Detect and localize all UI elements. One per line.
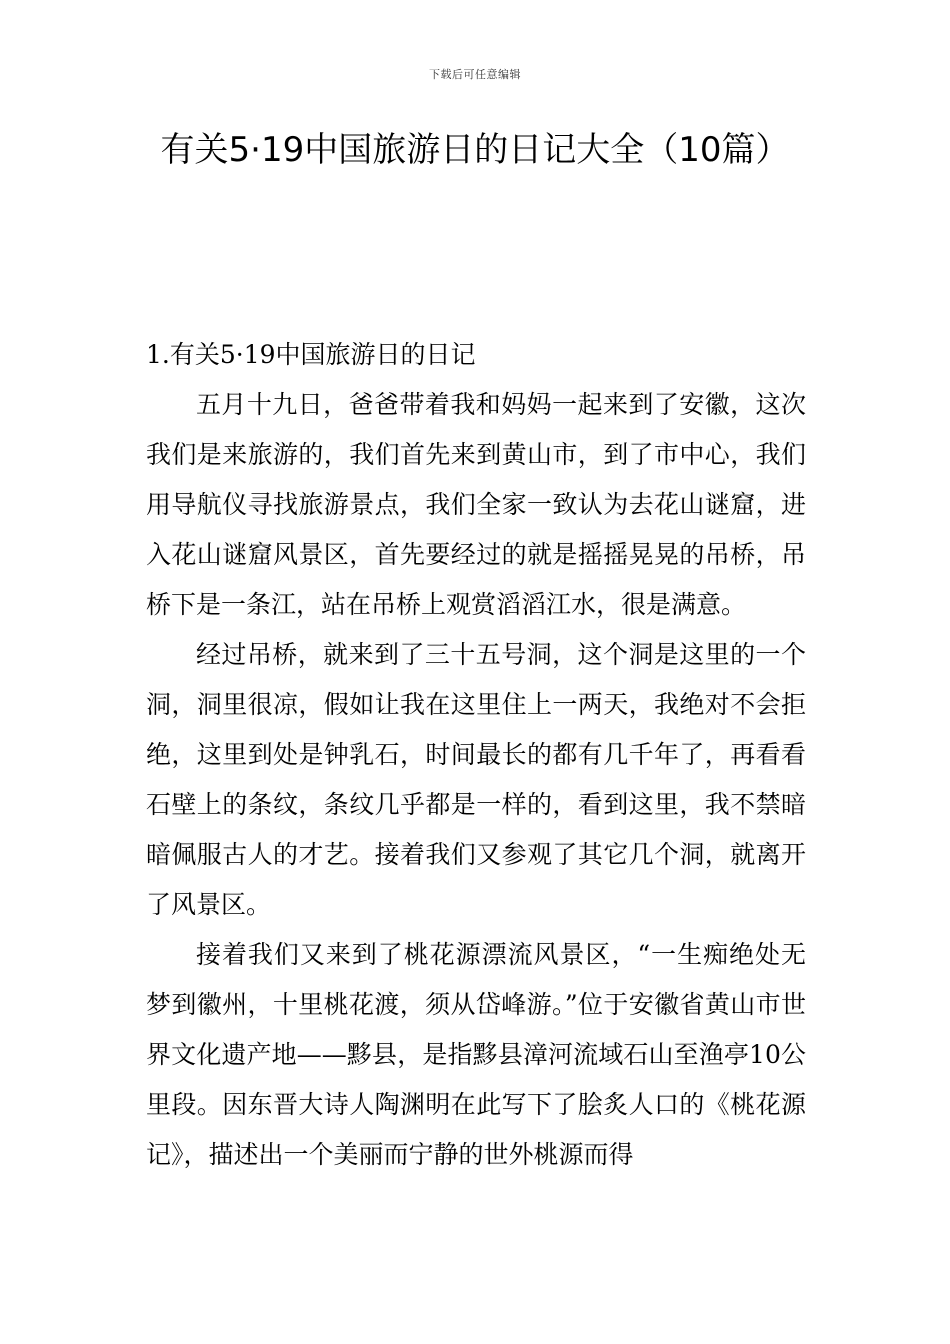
section-heading: 1.有关5·19中国旅游日的日记 bbox=[146, 340, 476, 369]
paragraph-2: 经过吊桥，就来到了三十五号洞，这个洞是这里的一个洞，洞里很凉，假如让我在这里住上一两天，我绝对不会拒绝，这里到处是钟乳石，时间最长的都有几千年了，再看看石壁上的条纹，条纹几乎都是一样的，看到这里，我不禁暗暗佩服古人的才艺。接着我们又参观了其它几个洞，就离开了风景区。 bbox=[146, 640, 806, 919]
header-note: 下载后可任意编辑 bbox=[429, 68, 521, 81]
document-title: 有关5·19中国旅游日的日记大全（10篇） bbox=[160, 130, 790, 170]
paragraph-3: 接着我们又来到了桃花源漂流风景区，“一生痴绝处无梦到徽州，十里桃花渡，须从岱峰游。”位于安徽省黄山市世界文化遗产地——黟县，是指黟县漳河流域石山至渔亭10公里段。因东晋大诗人陶渊明在此写下了脍炙人口的《桃花源记》，描述出一个美丽而宁静的世外桃源而得 bbox=[146, 940, 806, 1169]
paragraph-1: 五月十九日，爸爸带着我和妈妈一起来到了安徽，这次我们是来旅游的，我们首先来到黄山市，到了市中心，我们用导航仪寻找旅游景点，我们全家一致认为去花山谜窟，进入花山谜窟风景区，首先要经过的就是摇摇晃晃的吊桥，吊桥下是一条江，站在吊桥上观赏滔滔江水，很是满意。 bbox=[146, 390, 806, 619]
document-body bbox=[146, 330, 806, 1180]
